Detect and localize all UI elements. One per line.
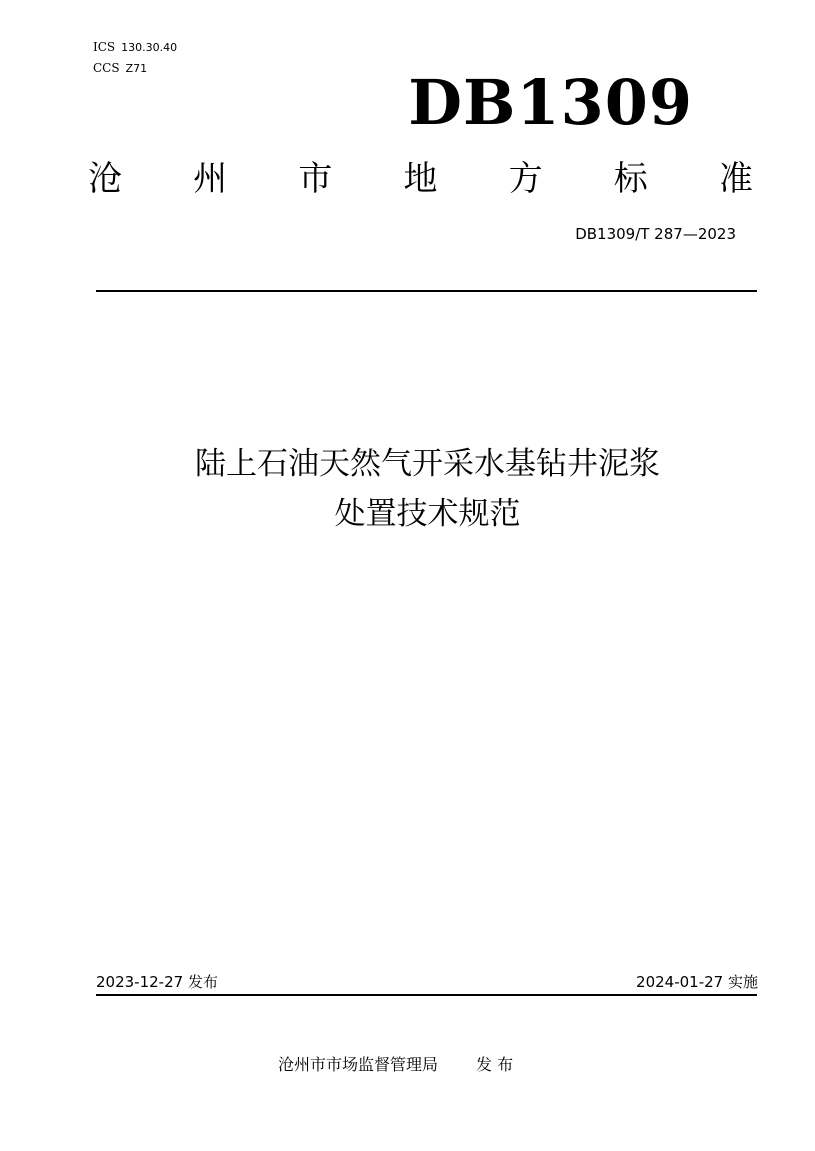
issue-date: 2023-12-27 发布 <box>96 973 218 991</box>
standard-type-char: 方 <box>508 159 543 199</box>
standard-type-heading <box>88 155 753 203</box>
publisher-name: 沧州市市场监督管理局 <box>278 1055 439 1074</box>
standard-type-char: 州 <box>193 159 228 199</box>
standard-type-char: 准 <box>718 159 753 199</box>
standard-number: DB1309/T 287—2023 <box>575 225 736 243</box>
top-divider <box>96 290 757 292</box>
ics-label: ICS <box>93 40 116 54</box>
document-title-line-1: 陆上石油天然气开采水基钻井泥浆 <box>195 446 660 482</box>
implementation-date: 2024-01-27 实施 <box>636 973 758 991</box>
ccs-label: CCS <box>93 61 120 75</box>
ics-classification <box>93 40 177 55</box>
publisher <box>278 1054 513 1076</box>
ccs-classification <box>93 61 147 76</box>
publisher-action: 发 布 <box>476 1055 514 1074</box>
document-title-line-2: 处置技术规范 <box>334 496 521 532</box>
standard-type-char: 沧 <box>88 159 122 199</box>
standard-type-char: 标 <box>613 159 648 199</box>
ccs-value: Z71 <box>125 62 148 75</box>
bottom-divider <box>96 994 757 996</box>
standard-type-char: 市 <box>298 159 333 199</box>
standard-logo: DB1309 <box>408 66 693 139</box>
standard-type-char: 地 <box>403 159 438 199</box>
ics-value: 130.30.40 <box>121 41 178 54</box>
